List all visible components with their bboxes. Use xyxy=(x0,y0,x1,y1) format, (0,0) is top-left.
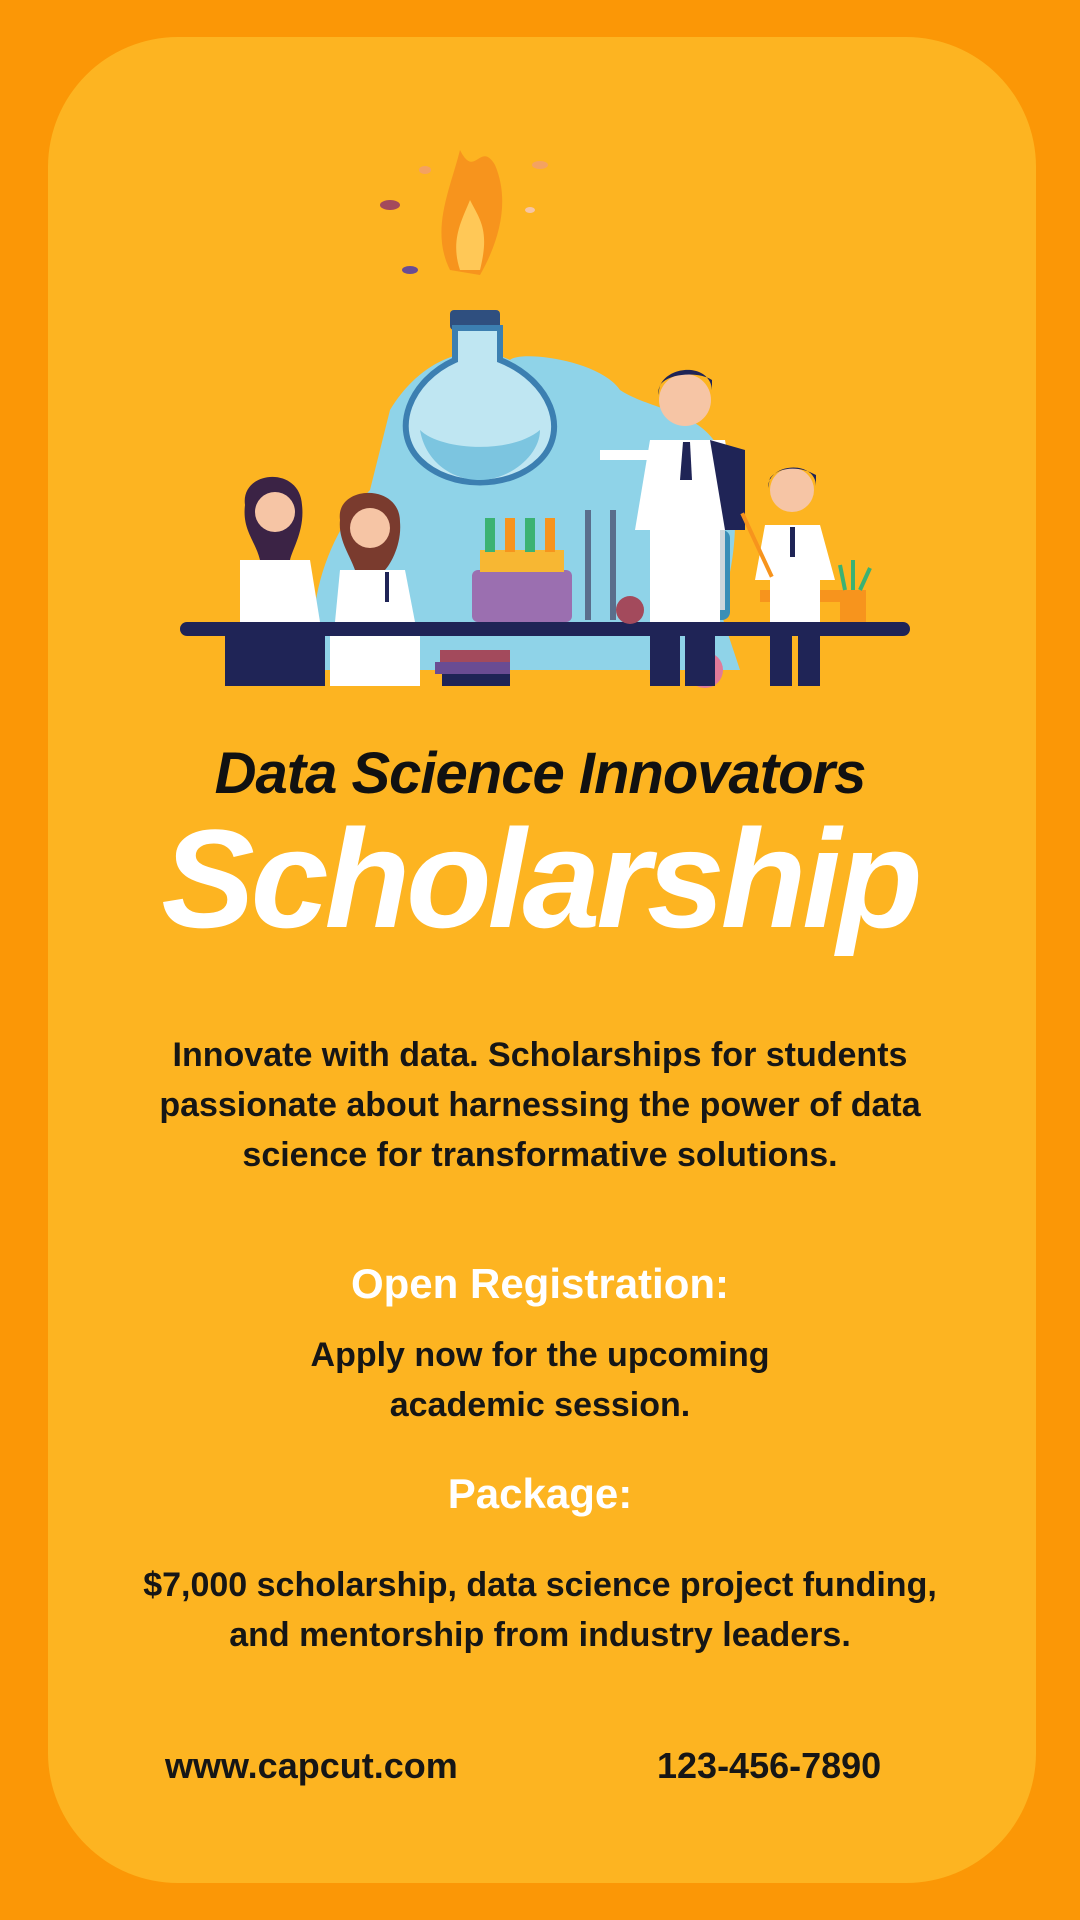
scholarship-title: Scholarship xyxy=(161,800,919,957)
scholarship-subtitle: Data Science Innovators xyxy=(214,741,866,806)
package-heading: Package: xyxy=(447,1470,633,1517)
lab-scientists-illustration xyxy=(180,110,910,710)
open-registration-text: Apply now for the upcoming academic session. xyxy=(310,1336,770,1424)
package-text: $7,000 scholarship, data science project funding, and mentorship from industry leaders. xyxy=(143,1566,937,1654)
website-link[interactable]: www.capcut.com xyxy=(165,1745,458,1786)
open-registration-heading: Open Registration: xyxy=(350,1260,730,1307)
scholarship-description: Innovate with data. Scholarships for students passionate about harnessing the power of data science for transformative solutions. xyxy=(159,1036,921,1174)
phone-number[interactable]: 123-456-7890 xyxy=(657,1745,882,1786)
